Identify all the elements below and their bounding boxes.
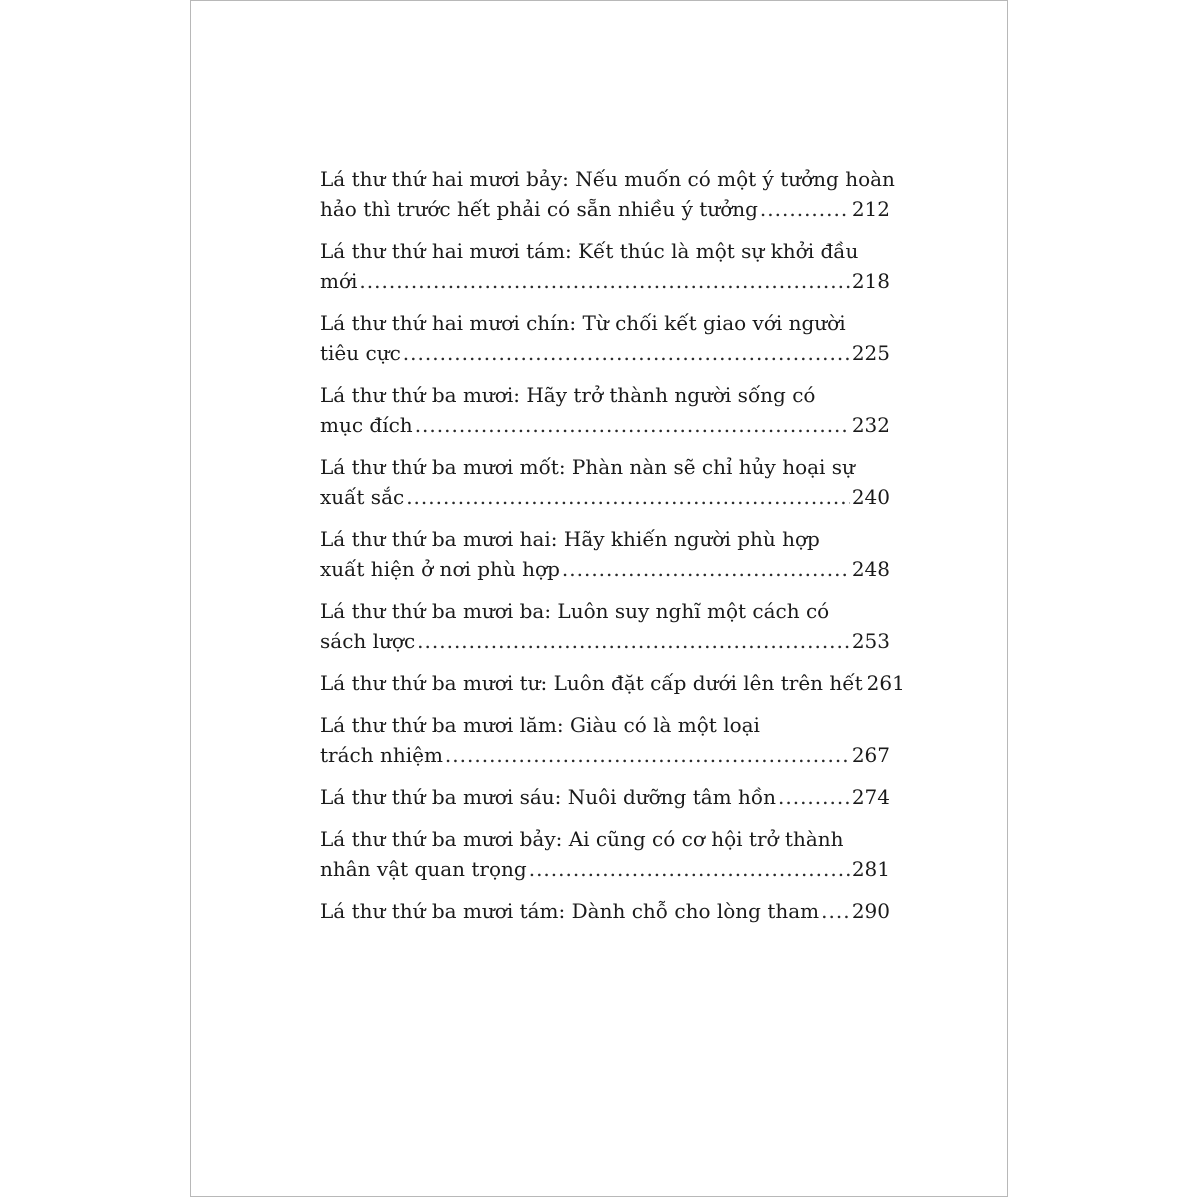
toc-entry-final-line xyxy=(320,410,890,440)
entry-gap xyxy=(320,440,890,452)
toc-entry-title-line: Lá thư thứ ba mươi lăm: Giàu có là một loại xyxy=(320,713,760,737)
dot-leader xyxy=(562,554,850,584)
toc-entry-final-line xyxy=(320,782,890,812)
toc-entry-title-line: Lá thư thứ ba mươi ba: Luôn suy nghĩ một cách có xyxy=(320,599,830,623)
toc-entry-title-end: Lá thư thứ ba mươi tám: Dành chỗ cho lòng tham xyxy=(320,899,820,923)
page-number: 267 xyxy=(851,743,890,767)
toc-entry-title-line: Lá thư thứ ba mươi hai: Hãy khiến người phù hợp xyxy=(320,527,820,551)
toc-entry-title-line: Lá thư thứ ba mươi bảy: Ai cũng có cơ hội trở thành xyxy=(320,827,844,851)
toc-entry-final-line xyxy=(320,338,890,368)
toc-entry-title-line: Lá thư thứ hai mươi chín: Từ chối kết giao với người xyxy=(320,311,846,335)
dot-leader xyxy=(403,338,850,368)
dot-leader xyxy=(445,740,850,770)
dot-leader xyxy=(529,854,850,884)
page-number: 218 xyxy=(851,269,890,293)
toc-entry-title-end: trách nhiệm xyxy=(320,743,443,767)
toc-entry[interactable] xyxy=(320,896,890,926)
entry-gap xyxy=(320,296,890,308)
toc-entry-final-line xyxy=(320,554,890,584)
toc-entry[interactable] xyxy=(320,380,890,440)
toc-entry[interactable] xyxy=(320,668,905,698)
toc-entry-final-line xyxy=(320,194,890,224)
toc-entry[interactable] xyxy=(320,452,890,512)
toc-entry[interactable] xyxy=(320,308,890,368)
page-number: 240 xyxy=(851,485,890,509)
entry-gap xyxy=(320,512,890,524)
dot-leader xyxy=(821,896,850,926)
toc-entry-final-line xyxy=(320,266,890,296)
toc-entry-final-line xyxy=(320,482,890,512)
toc-entry-final-line xyxy=(320,854,890,884)
entry-gap xyxy=(320,224,890,236)
page-number: 281 xyxy=(851,857,890,881)
toc-entry-final-line xyxy=(320,668,905,698)
toc-entry-title-end: tiêu cực xyxy=(320,341,401,365)
entry-gap xyxy=(320,698,890,710)
table-of-contents xyxy=(320,164,905,926)
page-number: 290 xyxy=(851,899,890,923)
toc-entry-title-end: Lá thư thứ ba mươi sáu: Nuôi dưỡng tâm hồn xyxy=(320,785,776,809)
toc-entry[interactable] xyxy=(320,524,890,584)
page-number: 261 xyxy=(866,671,905,695)
dot-leader xyxy=(417,626,850,656)
entry-gap xyxy=(320,584,890,596)
toc-entry-title-line: Lá thư thứ hai mươi tám: Kết thúc là một sự khởi đầu xyxy=(320,239,859,263)
page-number: 248 xyxy=(851,557,890,581)
toc-entry-title-line: Lá thư thứ hai mươi bảy: Nếu muốn có một ý tưởng hoàn xyxy=(320,167,895,191)
dot-leader xyxy=(760,194,850,224)
toc-entry-title-line: Lá thư thứ ba mươi mốt: Phàn nàn sẽ chỉ hủy hoại sự xyxy=(320,455,855,479)
page-number: 212 xyxy=(851,197,890,221)
entry-gap xyxy=(320,656,890,668)
page-number: 232 xyxy=(851,413,890,437)
toc-entry-final-line xyxy=(320,896,890,926)
toc-entry-final-line xyxy=(320,740,890,770)
toc-entry[interactable] xyxy=(320,596,890,656)
toc-entry-title-end: Lá thư thứ ba mươi tư: Luôn đặt cấp dưới lên trên hết xyxy=(320,671,863,695)
toc-entry-title-end: nhân vật quan trọng xyxy=(320,857,527,881)
toc-entry[interactable] xyxy=(320,824,890,884)
toc-entry-final-line xyxy=(320,626,890,656)
toc-entry-title-end: sách lược xyxy=(320,629,416,653)
entry-gap xyxy=(320,812,890,824)
toc-entry[interactable] xyxy=(320,236,890,296)
dot-leader xyxy=(406,482,850,512)
entry-gap xyxy=(320,368,890,380)
dot-leader xyxy=(415,410,850,440)
toc-entry[interactable] xyxy=(320,710,890,770)
toc-entry-title-end: xuất sắc xyxy=(320,485,405,509)
toc-entry-title-end: xuất hiện ở nơi phù hợp xyxy=(320,557,560,581)
toc-entry[interactable] xyxy=(320,164,895,224)
toc-entry-title-end: mục đích xyxy=(320,413,413,437)
page-number: 274 xyxy=(851,785,890,809)
toc-entry[interactable] xyxy=(320,782,890,812)
entry-gap xyxy=(320,884,890,896)
toc-entry-title-end: hảo thì trước hết phải có sẵn nhiều ý tưởng xyxy=(320,197,758,221)
page-number: 225 xyxy=(851,341,890,365)
entry-gap xyxy=(320,770,890,782)
toc-entry-title-line: Lá thư thứ ba mươi: Hãy trở thành người sống có xyxy=(320,383,816,407)
dot-leader xyxy=(359,266,849,296)
toc-entry-title-end: mới xyxy=(320,269,358,293)
page-number: 253 xyxy=(851,629,890,653)
dot-leader xyxy=(778,782,850,812)
